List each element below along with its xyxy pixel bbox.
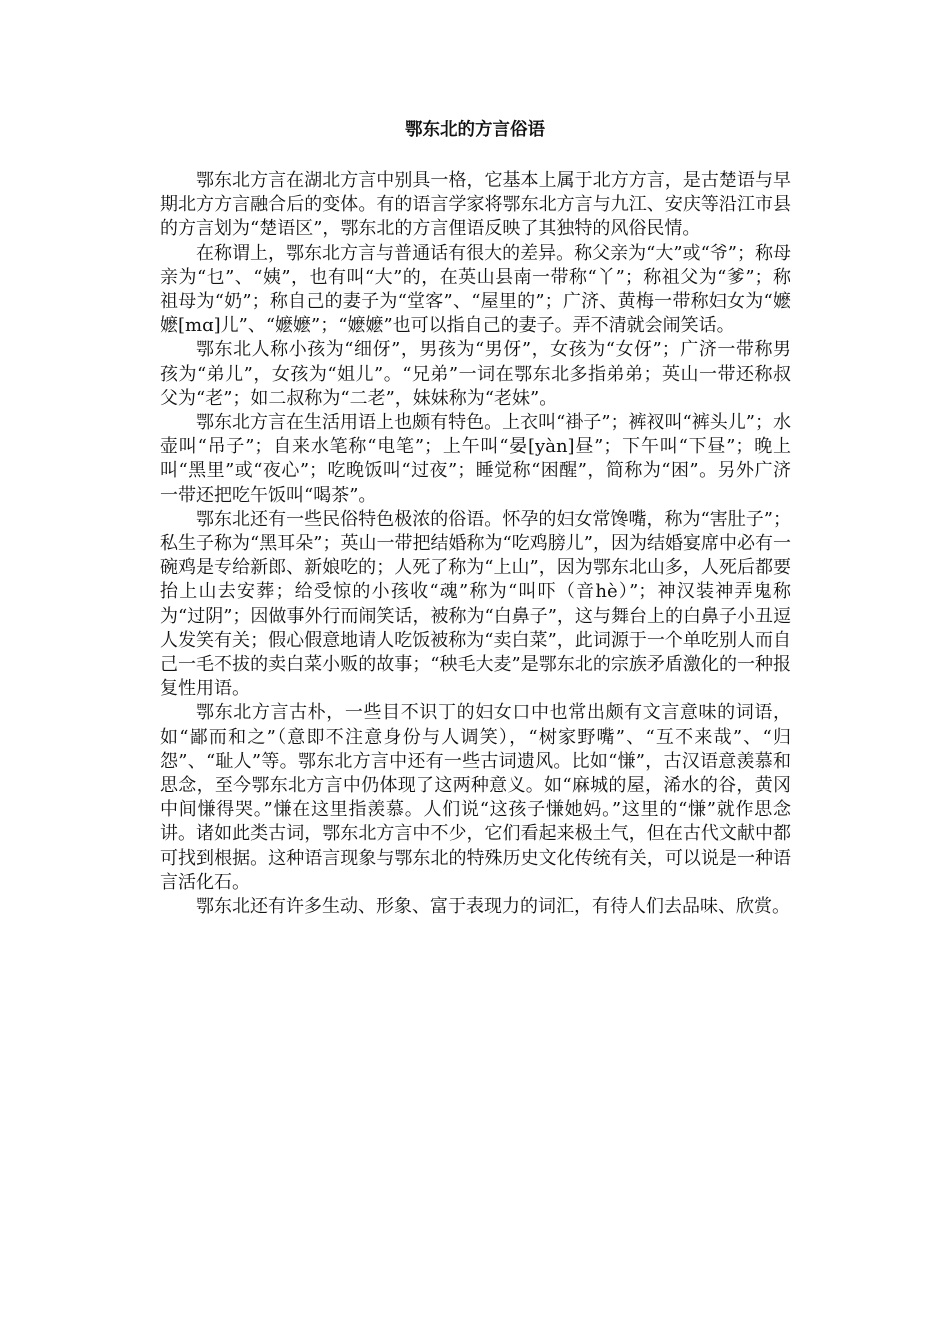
paragraph-intro: 鄂东北方言在湖北方言中别具一格，它基本上属于北方方言，是古楚语与早期北方方言融合后的变体。有的语言学家将鄂东北方言与九江、安庆等沿江市县的方言划为“楚语区”，鄂东北的方言俚语反映了其独特的风俗民情。 [160, 170, 791, 240]
paragraph-kinship-terms: 在称谓上，鄂东北方言与普通话有很大的差异。称父亲为“大”或“爷”；称母亲为“乜”、“姨”，也有叫“大”的，在英山县南一带称“丫”；称祖父为“爹”；称祖母为“奶”；称自己的妻子为“堂客”、“屋里的”；广济、黄梅一带称妇女为“嬷嬷[mɑ]儿”、“嬷嬷”；“嬷嬷”也可以指自己的妻子。弄不清就会闹笑话。 [160, 242, 791, 337]
paragraph-archaic-words: 鄂东北方言古朴，一些目不识丁的妇女口中也常出颇有文言意味的词语，如“鄙而和之”（意即不注意身份与人调笑），“树家野嘴”、“互不来哉”、“归怨”、“耻人”等。鄂东北方言中还有一些古词遗风。比如“慊”，古汉语意羡慕和思念，至今鄂东北方言中仍体现了这两种意义。如“麻城的屋，浠水的谷，黄冈中间慊得哭。”慊在这里指羡慕。人们说“这孩子慊她妈。”这里的“慊”就作思念讲。诸如此类古词，鄂东北方言中不少，它们看起来极土气，但在古代文献中都可找到根据。这种语言现象与鄂东北的特殊历史文化传统有关，可以说是一种语言活化石。 [160, 702, 791, 893]
paragraph-daily-terms: 鄂东北方言在生活用语上也颇有特色。上衣叫“褂子”；裤衩叫“裤头儿”；水壶叫“吊子”；自来水笔称“电笔”；上午叫“晏[yàn]昼”；下午叫“下昼”；晚上叫“黑里”或“夜心”；吃晚饭叫“过夜”；睡觉称“困醒”，简称为“困”。另外广济一带还把吃午饭叫“喝茶”。 [160, 412, 791, 506]
document-title: 鄂东北的方言俗语 [405, 120, 545, 140]
paragraph-children-terms: 鄂东北人称小孩为“细伢”，男孩为“男伢”，女孩为“女伢”；广济一带称男孩为“弟儿”，女孩为“姐儿”。“兄弟”一词在鄂东北多指弟弟；英山一带还称叔父为“老”；如二叔称为“二老”，妹妹称为“老妹”。 [160, 339, 791, 409]
paragraph-conclusion: 鄂东北还有许多生动、形象、富于表现力的词汇，有待人们去品味、欣赏。 [196, 896, 790, 918]
document-body [160, 169, 791, 919]
paragraph-folk-sayings: 鄂东北还有一些民俗特色极浓的俗语。怀孕的妇女常馋嘴，称为“害肚子”；私生子称为“黑耳朵”；英山一带把结婚称为“吃鸡膀儿”，因为结婚宴席中必有一碗鸡是专给新郎、新娘吃的；人死了称为“上山”，因为鄂东北山多，人死后都要抬上山去安葬；给受惊的小孩收“魂”称为“叫吓（音hè）”；神汉装神弄鬼称为“过阴”；因做事外行而闹笑话，被称为“白鼻子”，这与舞台上的白鼻子小丑逗人发笑有关；假心假意地请人吃饭被称为“卖白菜”，此词源于一个单吃别人而自己一毛不拔的卖白菜小贩的故事；“秧毛大麦”是鄂东北的宗族矛盾激化的一种报复性用语。 [160, 508, 791, 700]
